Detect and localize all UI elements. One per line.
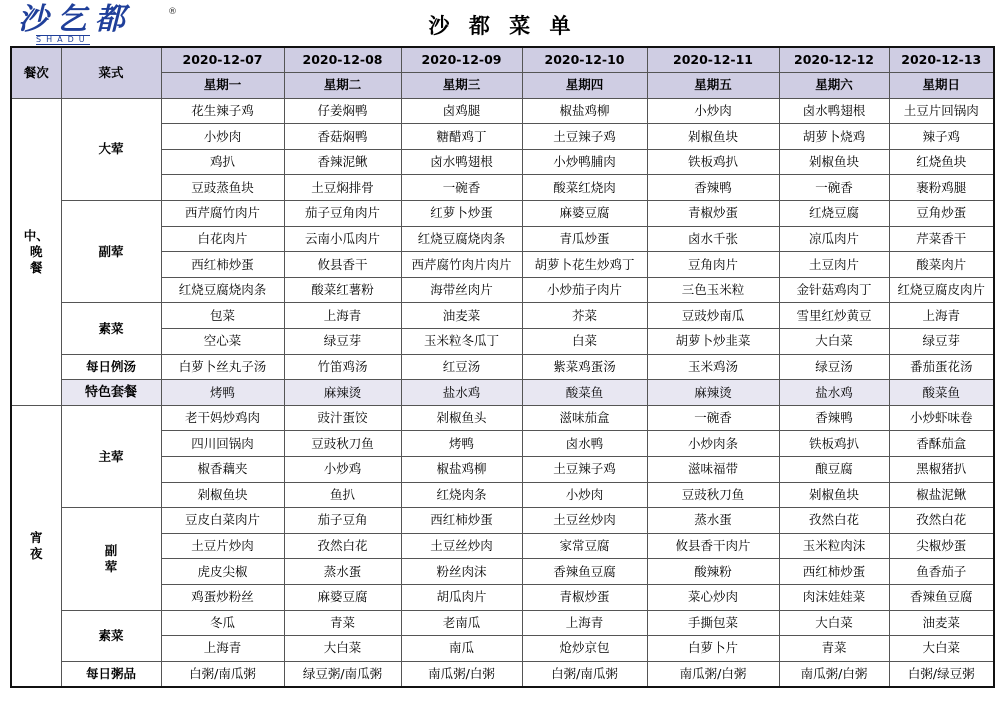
table-row — [11, 47, 994, 73]
dish-cell: 上海青 — [889, 303, 994, 329]
table-row — [11, 354, 994, 380]
dish-cell: 椒盐鸡柳 — [401, 457, 522, 483]
dish-cell: 南瓜 — [401, 636, 522, 662]
dish-cell: 土豆片回锅肉 — [889, 98, 994, 124]
dish-cell: 孜然白花 — [779, 508, 889, 534]
dish-cell: 玉米粒肉沫 — [779, 533, 889, 559]
dish-cell: 裹粉鸡腿 — [889, 175, 994, 201]
dish-cell: 青菜 — [779, 636, 889, 662]
dish-cell: 红豆汤 — [401, 354, 522, 380]
dish-cell: 胡萝卜花生炒鸡丁 — [522, 252, 647, 278]
header-weekday: 星期六 — [779, 73, 889, 99]
table-row — [11, 405, 994, 431]
dish-cell: 麻婆豆腐 — [284, 584, 401, 610]
dish-cell: 鸡蛋炒粉丝 — [161, 584, 284, 610]
dish-cell: 玉米粒冬瓜丁 — [401, 329, 522, 355]
dish-cell: 芥菜 — [522, 303, 647, 329]
dish-cell: 金针菇鸡肉丁 — [779, 277, 889, 303]
dish-cell: 菜心炒肉 — [647, 584, 779, 610]
dish-cell: 家常豆腐 — [522, 533, 647, 559]
dish-cell: 西红柿炒蛋 — [779, 559, 889, 585]
dish-cell: 红烧豆腐皮肉片 — [889, 277, 994, 303]
dish-cell: 孜然白花 — [284, 533, 401, 559]
dish-cell: 老干妈炒鸡肉 — [161, 405, 284, 431]
dish-cell: 豆豉秋刀鱼 — [647, 482, 779, 508]
dish-cell: 上海青 — [284, 303, 401, 329]
dish-cell: 滋味茄盒 — [522, 405, 647, 431]
dish-cell: 椒盐鸡柳 — [522, 98, 647, 124]
dish-cell: 铁板鸡扒 — [779, 431, 889, 457]
dish-cell: 小炒肉 — [647, 98, 779, 124]
dish-cell: 仔姜焖鸭 — [284, 98, 401, 124]
dish-cell: 土豆辣子鸡 — [522, 457, 647, 483]
dish-cell: 番茄蛋花汤 — [889, 354, 994, 380]
dish-cell: 油麦菜 — [889, 610, 994, 636]
dish-cell: 玉米鸡汤 — [647, 354, 779, 380]
dish-cell: 酸菜红烧肉 — [522, 175, 647, 201]
dish-cell: 豆豉炒南瓜 — [647, 303, 779, 329]
dish-cell: 小炒肉 — [522, 482, 647, 508]
table-row — [11, 201, 994, 227]
dish-cell: 竹笛鸡汤 — [284, 354, 401, 380]
category-label: 副荤 — [61, 201, 161, 303]
dish-cell: 尖椒炒蛋 — [889, 533, 994, 559]
header-date: 2020-12-11 — [647, 47, 779, 73]
dish-cell: 胡萝卜烧鸡 — [779, 124, 889, 150]
dish-cell: 绿豆汤 — [779, 354, 889, 380]
dish-cell: 白粥/南瓜粥 — [161, 661, 284, 687]
dish-cell: 胡萝卜炒韭菜 — [647, 329, 779, 355]
header-date: 2020-12-09 — [401, 47, 522, 73]
registered-mark: ® — [168, 7, 177, 17]
dish-cell: 白萝卜片 — [647, 636, 779, 662]
dish-cell: 酸菜红薯粉 — [284, 277, 401, 303]
dish-cell: 卤水鸭翅根 — [779, 98, 889, 124]
table-row — [11, 610, 994, 636]
dish-cell: 香辣鸭 — [779, 405, 889, 431]
dish-cell: 孜然白花 — [889, 508, 994, 534]
header-date: 2020-12-10 — [522, 47, 647, 73]
dish-cell: 白粥/绿豆粥 — [889, 661, 994, 687]
dish-cell: 豆豉秋刀鱼 — [284, 431, 401, 457]
page-title: 沙 都 菜 单 — [428, 14, 577, 38]
logo-text-en: SHADU — [36, 35, 90, 44]
dish-cell: 小炒肉 — [161, 124, 284, 150]
dish-cell: 小炒鸡 — [284, 457, 401, 483]
dish-cell: 红烧鱼块 — [889, 149, 994, 175]
dish-cell: 椒盐泥鳅 — [889, 482, 994, 508]
dish-cell: 鸡扒 — [161, 149, 284, 175]
dish-cell: 香辣鱼豆腐 — [889, 584, 994, 610]
dish-cell: 绿豆粥/南瓜粥 — [284, 661, 401, 687]
dish-cell: 酸菜鱼 — [522, 380, 647, 406]
dish-cell: 椒香藕夹 — [161, 457, 284, 483]
dish-cell: 虎皮尖椒 — [161, 559, 284, 585]
dish-cell: 紫菜鸡蛋汤 — [522, 354, 647, 380]
dish-cell: 麻婆豆腐 — [522, 201, 647, 227]
dish-cell: 酸菜肉片 — [889, 252, 994, 278]
dish-cell: 香辣泥鳅 — [284, 149, 401, 175]
dish-cell: 白花肉片 — [161, 226, 284, 252]
dish-cell: 麻辣烫 — [647, 380, 779, 406]
dish-cell: 红烧豆腐烧肉条 — [401, 226, 522, 252]
dish-cell: 剁椒鱼头 — [401, 405, 522, 431]
dish-cell: 胡瓜肉片 — [401, 584, 522, 610]
dish-cell: 肉沫娃娃菜 — [779, 584, 889, 610]
dish-cell: 包菜 — [161, 303, 284, 329]
logo-text-cn: 沙 乞 都 — [18, 2, 124, 37]
dish-cell: 土豆肉片 — [779, 252, 889, 278]
dish-cell: 粉丝肉沫 — [401, 559, 522, 585]
category-label: 素菜 — [61, 610, 161, 661]
header-date: 2020-12-08 — [284, 47, 401, 73]
dish-cell: 三色玉米粒 — [647, 277, 779, 303]
dish-cell: 花生辣子鸡 — [161, 98, 284, 124]
dish-cell: 油麦菜 — [401, 303, 522, 329]
dish-cell: 土豆辣子鸡 — [522, 124, 647, 150]
dish-cell: 青瓜炒蛋 — [522, 226, 647, 252]
dish-cell: 小炒茄子肉片 — [522, 277, 647, 303]
dish-cell: 香酥茄盒 — [889, 431, 994, 457]
header-weekday: 星期日 — [889, 73, 994, 99]
dish-cell: 南瓜粥/白粥 — [401, 661, 522, 687]
dish-cell: 卤鸡腿 — [401, 98, 522, 124]
dish-cell: 白萝卜丝丸子汤 — [161, 354, 284, 380]
dish-cell: 冬瓜 — [161, 610, 284, 636]
dish-cell: 香菇焖鸭 — [284, 124, 401, 150]
dish-cell: 麻辣烫 — [284, 380, 401, 406]
header-weekday: 星期五 — [647, 73, 779, 99]
dish-cell: 辣子鸡 — [889, 124, 994, 150]
dish-cell: 绿豆芽 — [889, 329, 994, 355]
dish-cell: 卤水千张 — [647, 226, 779, 252]
dish-cell: 一碗香 — [647, 405, 779, 431]
header-weekday: 星期二 — [284, 73, 401, 99]
header-date: 2020-12-12 — [779, 47, 889, 73]
category-label: 大荤 — [61, 98, 161, 200]
dish-cell: 剁椒鱼块 — [161, 482, 284, 508]
dish-cell: 一碗香 — [779, 175, 889, 201]
dish-cell: 豆豉蒸鱼块 — [161, 175, 284, 201]
dish-cell: 剁椒鱼块 — [779, 482, 889, 508]
dish-cell: 大白菜 — [779, 329, 889, 355]
dish-cell: 土豆焖排骨 — [284, 175, 401, 201]
dish-cell: 白粥/南瓜粥 — [522, 661, 647, 687]
dish-cell: 西红柿炒蛋 — [161, 252, 284, 278]
dish-cell: 香辣鱼豆腐 — [522, 559, 647, 585]
header-date: 2020-12-13 — [889, 47, 994, 73]
dish-cell: 青椒炒蛋 — [522, 584, 647, 610]
dish-cell: 红烧豆腐烧肉条 — [161, 277, 284, 303]
meal-label: 宵 夜 — [11, 405, 61, 687]
dish-cell: 酿豆腐 — [779, 457, 889, 483]
dish-cell: 云南小瓜肉片 — [284, 226, 401, 252]
dish-cell: 烤鸭 — [401, 431, 522, 457]
dish-cell: 攸县香干肉片 — [647, 533, 779, 559]
dish-cell: 西芹腐竹肉片肉片 — [401, 252, 522, 278]
dish-cell: 小炒鸭脯肉 — [522, 149, 647, 175]
dish-cell: 海带丝肉片 — [401, 277, 522, 303]
dish-cell: 西红柿炒蛋 — [401, 508, 522, 534]
dish-cell: 大白菜 — [779, 610, 889, 636]
dish-cell: 鱼香茄子 — [889, 559, 994, 585]
dish-cell: 小炒肉条 — [647, 431, 779, 457]
dish-cell: 红烧豆腐 — [779, 201, 889, 227]
dish-cell: 青菜 — [284, 610, 401, 636]
dish-cell: 红萝卜炒蛋 — [401, 201, 522, 227]
table-row — [11, 303, 994, 329]
dish-cell: 攸县香干 — [284, 252, 401, 278]
dish-cell: 上海青 — [522, 610, 647, 636]
dish-cell: 盐水鸡 — [779, 380, 889, 406]
dish-cell: 红烧肉条 — [401, 482, 522, 508]
header-dish: 菜式 — [61, 47, 161, 98]
header-weekday: 星期一 — [161, 73, 284, 99]
table-row — [11, 380, 994, 406]
dish-cell: 豉汁蛋饺 — [284, 405, 401, 431]
header-weekday: 星期四 — [522, 73, 647, 99]
dish-cell: 芹菜香干 — [889, 226, 994, 252]
dish-cell: 南瓜粥/白粥 — [647, 661, 779, 687]
dish-cell: 土豆丝炒肉 — [522, 508, 647, 534]
dish-cell: 酸菜鱼 — [889, 380, 994, 406]
dish-cell: 土豆片炒肉 — [161, 533, 284, 559]
dish-cell: 豆皮白菜肉片 — [161, 508, 284, 534]
dish-cell: 卤水鸭翅根 — [401, 149, 522, 175]
dish-cell: 炝炒京包 — [522, 636, 647, 662]
meal-label: 中、 晚 餐 — [11, 98, 61, 405]
dish-cell: 白菜 — [522, 329, 647, 355]
dish-cell: 青椒炒蛋 — [647, 201, 779, 227]
dish-cell: 老南瓜 — [401, 610, 522, 636]
dish-cell: 铁板鸡扒 — [647, 149, 779, 175]
dish-cell: 糖醋鸡丁 — [401, 124, 522, 150]
dish-cell: 四川回锅肉 — [161, 431, 284, 457]
dish-cell: 盐水鸡 — [401, 380, 522, 406]
category-label: 每日粥品 — [61, 661, 161, 687]
dish-cell: 滋味福带 — [647, 457, 779, 483]
category-label: 副 荤 — [61, 508, 161, 610]
dish-cell: 香辣鸭 — [647, 175, 779, 201]
table-row — [11, 98, 994, 124]
menu-table — [10, 46, 995, 688]
dish-cell: 雪里红炒黄豆 — [779, 303, 889, 329]
table-row — [11, 508, 994, 534]
dish-cell: 鱼扒 — [284, 482, 401, 508]
dish-cell: 南瓜粥/白粥 — [779, 661, 889, 687]
dish-cell: 豆角肉片 — [647, 252, 779, 278]
dish-cell: 剁椒鱼块 — [647, 124, 779, 150]
dish-cell: 茄子豆角 — [284, 508, 401, 534]
dish-cell: 烤鸭 — [161, 380, 284, 406]
dish-cell: 上海青 — [161, 636, 284, 662]
dish-cell: 小炒虾味卷 — [889, 405, 994, 431]
category-label: 每日例汤 — [61, 354, 161, 380]
dish-cell: 大白菜 — [889, 636, 994, 662]
category-label: 主荤 — [61, 405, 161, 507]
dish-cell: 手撕包菜 — [647, 610, 779, 636]
dish-cell: 蒸水蛋 — [284, 559, 401, 585]
dish-cell: 一碗香 — [401, 175, 522, 201]
dish-cell: 酸辣粉 — [647, 559, 779, 585]
dish-cell: 空心菜 — [161, 329, 284, 355]
dish-cell: 绿豆芽 — [284, 329, 401, 355]
dish-cell: 大白菜 — [284, 636, 401, 662]
header-date: 2020-12-07 — [161, 47, 284, 73]
dish-cell: 蒸水蛋 — [647, 508, 779, 534]
header-meal: 餐次 — [11, 47, 61, 98]
table-row — [11, 661, 994, 687]
dish-cell: 凉瓜肉片 — [779, 226, 889, 252]
dish-cell: 豆角炒蛋 — [889, 201, 994, 227]
dish-cell: 卤水鸭 — [522, 431, 647, 457]
dish-cell: 茄子豆角肉片 — [284, 201, 401, 227]
dish-cell: 剁椒鱼块 — [779, 149, 889, 175]
dish-cell: 黑椒猪扒 — [889, 457, 994, 483]
header-weekday: 星期三 — [401, 73, 522, 99]
dish-cell: 西芹腐竹肉片 — [161, 201, 284, 227]
category-label: 特色套餐 — [61, 380, 161, 406]
category-label: 素菜 — [61, 303, 161, 354]
dish-cell: 土豆丝炒肉 — [401, 533, 522, 559]
